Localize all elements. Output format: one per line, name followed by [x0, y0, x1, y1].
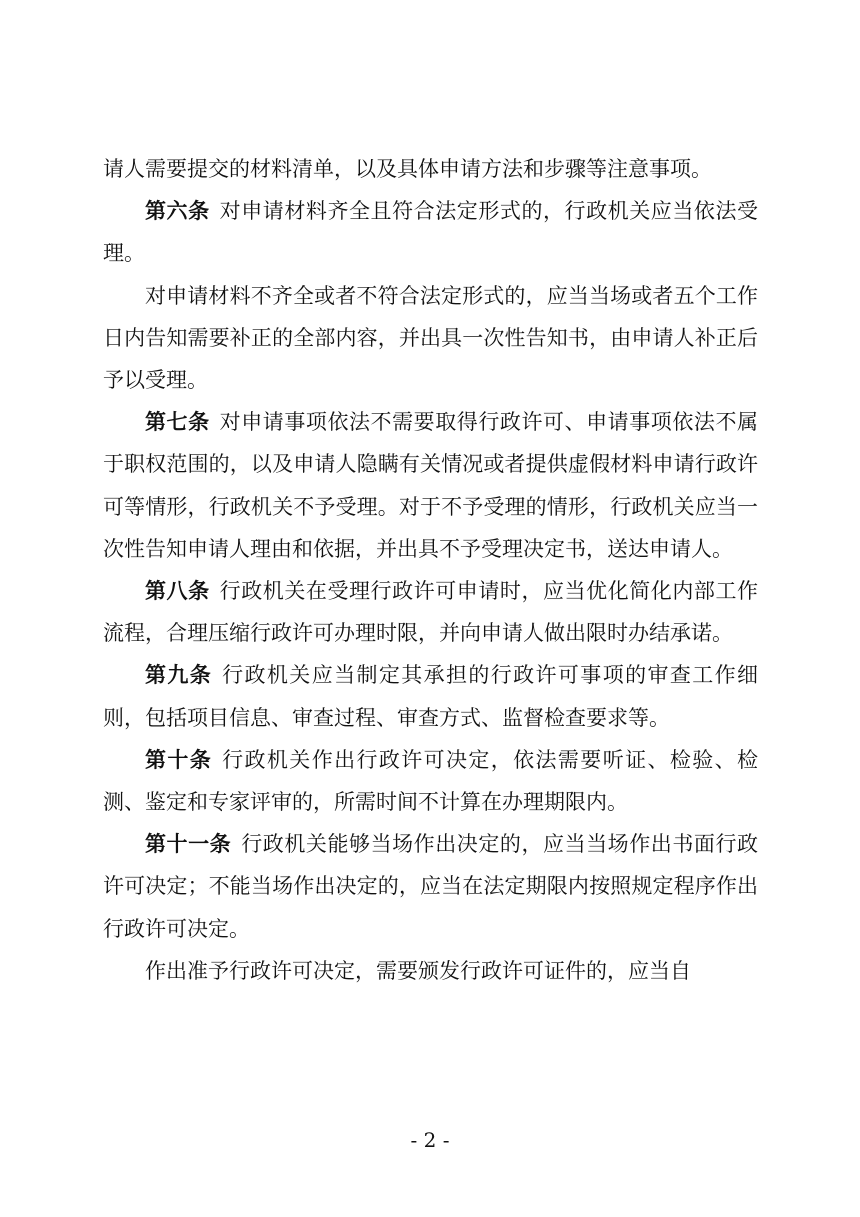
article-number: 第九条: [145, 663, 213, 688]
paragraph: [103, 654, 758, 738]
paragraph: [103, 570, 758, 654]
paragraph-text: 请人需要提交的材料清单，以及具体申请方法和步骤等注意事项。: [103, 157, 712, 181]
paragraph-text: 对申请材料齐全且符合法定形式的，行政机关应当依法受理。: [103, 199, 759, 266]
paragraph: [103, 950, 758, 992]
paragraph: [103, 823, 758, 950]
paragraph-text: 行政机关应当制定其承担的行政许可事项的审查工作细则，包括项目信息、审查过程、审查方式、监督检查要求等。: [103, 663, 759, 730]
paragraph-text: 作出准予行政许可决定，需要颁发行政许可证件的，应当自: [145, 958, 691, 983]
article-number: 第十条: [145, 747, 213, 772]
page-number: - 2 -: [410, 1128, 450, 1152]
article-number: 第六条: [145, 199, 210, 224]
paragraph-text: 行政机关在受理行政许可申请时，应当优化简化内部工作流程，合理压缩行政许可办理时限，并向申请人做出限时办结承诺。: [103, 579, 759, 646]
paragraph-text: 对申请事项依法不需要取得行政许可、申请事项依法不属于职权范围的，以及申请人隐瞒有关情况或者提供虚假材料申请行政许可等情形，行政机关不予受理。对于不予受理的情形，行政机关应当一次性告知申请人理由和依据，并出具不予受理决定书，送达申请人。: [103, 410, 759, 561]
paragraph: [103, 401, 758, 570]
paragraph: [103, 190, 758, 274]
paragraph-text: 对申请材料不齐全或者不符合法定形式的，应当当场或者五个工作日内告知需要补正的全部内容，并出具一次性告知书，由申请人补正后予以受理。: [103, 283, 758, 393]
paragraph-text: 行政机关能够当场作出决定的，应当当场作出书面行政许可决定；不能当场作出决定的，应当在法定期限内按照规定程序作出行政许可决定。: [103, 832, 759, 941]
article-number: 第七条: [145, 410, 210, 435]
article-number: 第八条: [145, 579, 210, 604]
article-number: 第十一条: [145, 832, 232, 857]
document-body: [103, 148, 758, 992]
paragraph: [103, 148, 758, 190]
paragraph: [103, 739, 758, 823]
paragraph-text: 行政机关作出行政许可决定，依法需要听证、检验、检测、鉴定和专家评审的，所需时间不计算在办理期限内。: [103, 747, 759, 815]
paragraph: [103, 275, 758, 402]
